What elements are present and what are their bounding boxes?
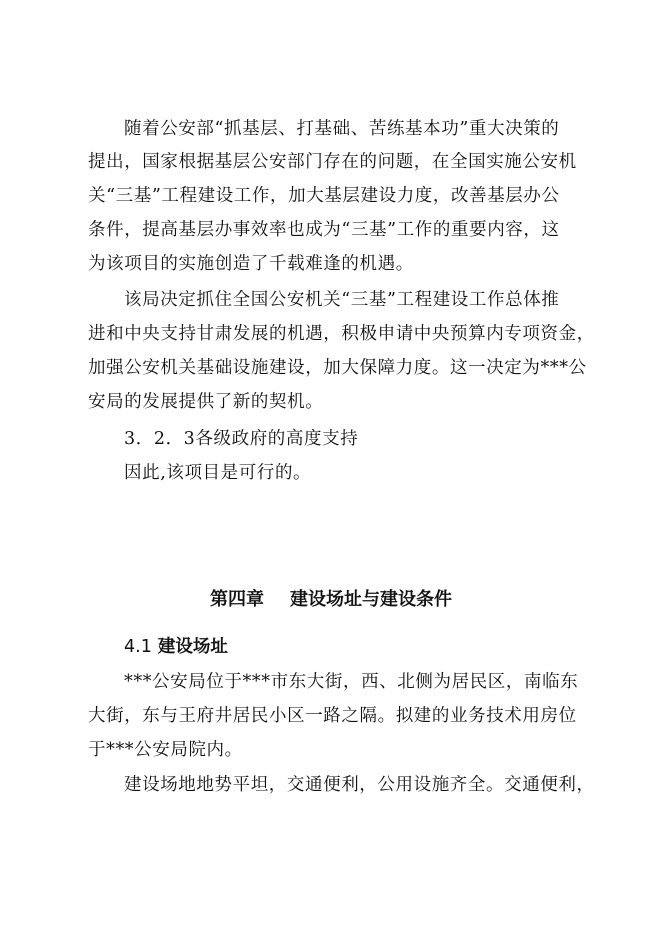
chapter-number: 第四章: [210, 589, 264, 610]
paragraph-line: 该局决定抓住全国公安机关“三基”工程建设工作总体推: [124, 290, 560, 310]
chapter-heading: [0, 588, 662, 612]
conclusion-text: 因此,该项目是可行的。: [124, 463, 312, 483]
chapter-title: 建设场址与建设条件: [290, 589, 452, 610]
paragraph-line: 条件，提高基层办事效率也成为“三基”工作的重要内容，这: [88, 220, 560, 240]
paragraph-line: 大街，东与王府井居民小区一路之隔。拟建的业务技术用房位: [88, 706, 577, 726]
section-title: 建设场址: [157, 637, 228, 657]
paragraph-line: 加强公安机关基础设施建设，加大保障力度。这一决定为***公: [88, 358, 587, 378]
paragraph-line: 关“三基”工程建设工作，加大基层建设力度，改善基层办公: [88, 186, 560, 206]
paragraph-line: 建设场地地势平坦，交通便利，公用设施齐全。交通便利，: [124, 775, 595, 795]
paragraph-line: 提出，国家根据基层公安部门存在的问题，在全国实施公安机: [88, 152, 577, 172]
section-heading: [124, 635, 228, 659]
paragraph-line: 随着公安部“抓基层、打基础、苦练基本功”重大决策的: [124, 119, 560, 139]
subsection-heading: 3．2．3各级政府的高度支持: [124, 429, 359, 449]
paragraph-line: 于***公安局院内。: [88, 740, 243, 760]
section-number: 4.1: [124, 637, 152, 657]
paragraph-line: 为该项目的实施创造了千载难逢的机遇。: [88, 254, 414, 274]
paragraph-line: 进和中央支持甘肃发展的机遇，积极申请中央预算内专项资金，: [88, 324, 595, 344]
paragraph-line: 安局的发展提供了新的契机。: [88, 392, 324, 412]
paragraph-line: ***公安局位于***市东大街，西、北侧为居民区，南临东: [124, 672, 579, 692]
